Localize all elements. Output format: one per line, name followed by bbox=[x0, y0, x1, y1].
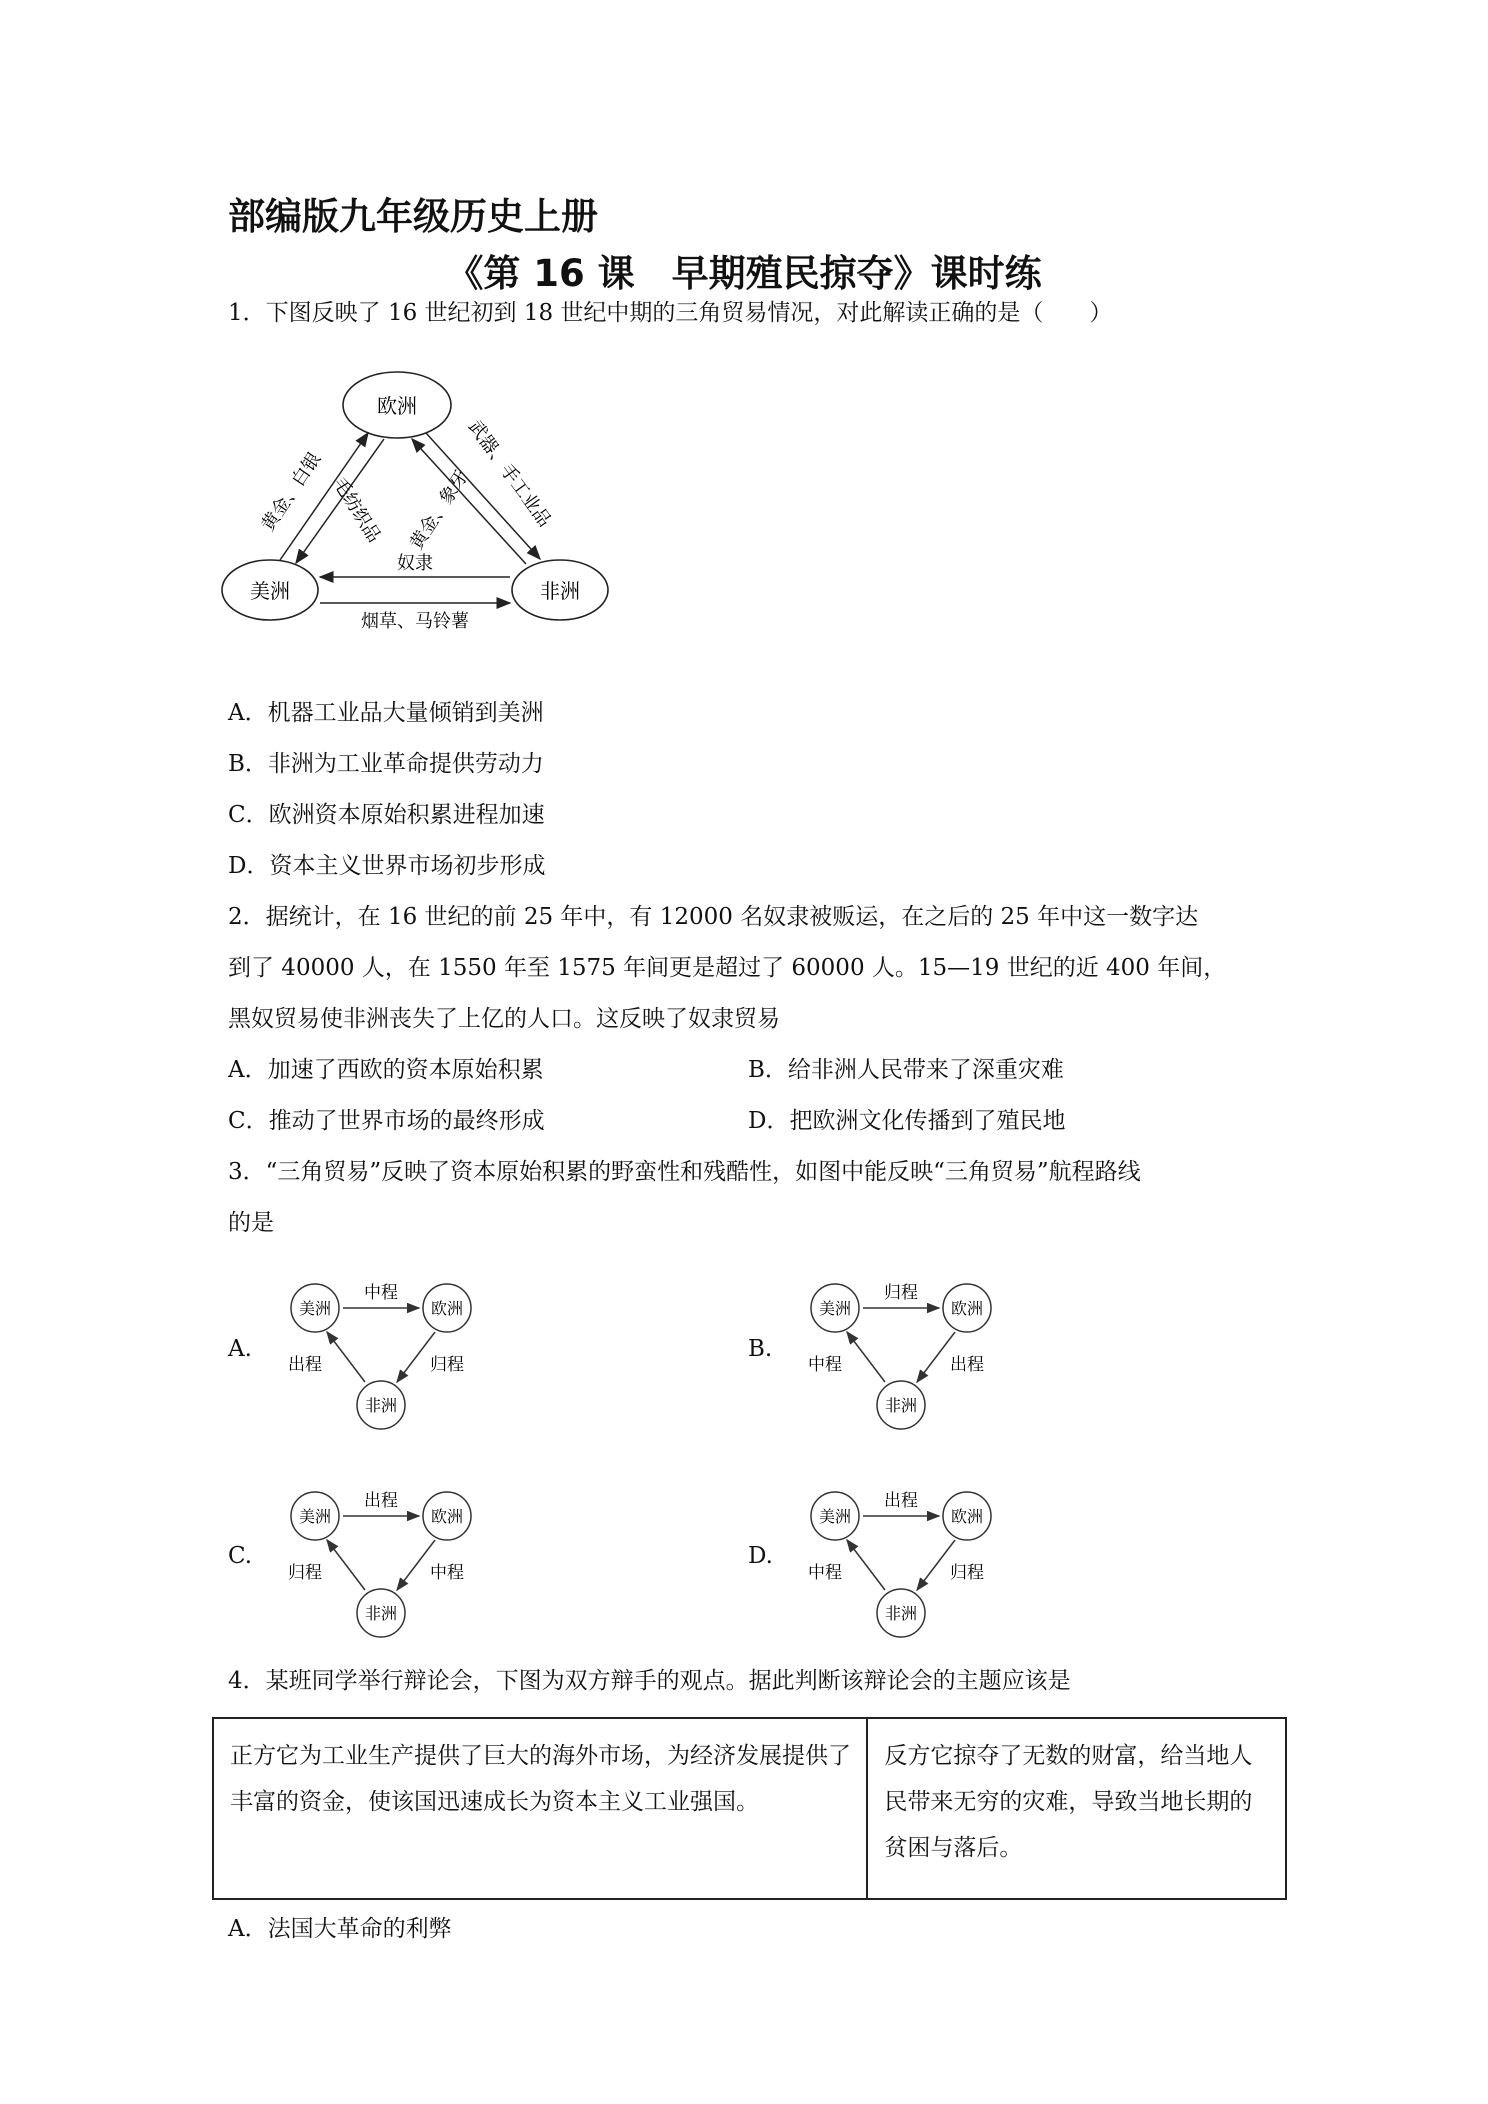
label-slaves: 奴隶 bbox=[397, 553, 433, 574]
q3-option-b-diagram[interactable] bbox=[795, 1270, 1025, 1435]
right-route-label: 出程 bbox=[950, 1355, 984, 1375]
q3-stem-line-2: 的是 bbox=[228, 1210, 274, 1236]
left-route-label: 出程 bbox=[288, 1355, 322, 1375]
label-weapons-handicrafts: 武器、手工业品 bbox=[463, 416, 555, 531]
america-label: 美洲 bbox=[250, 579, 290, 603]
q1-option-d[interactable]: D．资本主义世界市场初步形成 bbox=[228, 853, 546, 879]
top-route-label: 出程 bbox=[364, 1491, 398, 1511]
america-node: 美洲 bbox=[818, 1507, 852, 1526]
q1-option-c[interactable]: C．欧洲资本原始积累进程加速 bbox=[228, 802, 545, 828]
america-node: 美洲 bbox=[298, 1507, 332, 1526]
q3-option-c-diagram[interactable] bbox=[275, 1478, 505, 1643]
q4-stem: 4．某班同学举行辩论会，下图为双方辩手的观点。据此判断该辩论会的主题应该是 bbox=[228, 1668, 1071, 1694]
europe-node: 欧洲 bbox=[950, 1507, 984, 1526]
america-node: 美洲 bbox=[298, 1299, 332, 1318]
q1-stem: 1．下图反映了 16 世纪初到 18 世纪中期的三角贸易情况，对此解读正确的是（ ） bbox=[228, 300, 1113, 326]
label-gold-ivory: 黄金、象牙 bbox=[406, 466, 473, 554]
q3-option-d-diagram[interactable] bbox=[795, 1478, 1025, 1643]
q2-option-b[interactable]: B．给非洲人民带来了深重灾难 bbox=[748, 1057, 1064, 1083]
debate-table bbox=[212, 1717, 1287, 1900]
left-route-label: 中程 bbox=[808, 1355, 842, 1375]
q1-option-a[interactable]: A．机器工业品大量倾销到美洲 bbox=[228, 700, 544, 726]
q2-stem-line-2: 到了 40000 人，在 1550 年至 1575 年间更是超过了 60000 人。15—19 世纪的近 400 年间， bbox=[228, 955, 1227, 981]
q2-option-c[interactable]: C．推动了世界市场的最终形成 bbox=[228, 1108, 545, 1134]
africa-node: 非洲 bbox=[364, 1396, 398, 1415]
q3-option-c-letter[interactable]: C. bbox=[228, 1543, 253, 1569]
q4-option-a[interactable]: A．法国大革命的利弊 bbox=[228, 1916, 452, 1942]
top-route-label: 中程 bbox=[364, 1283, 398, 1303]
triangle-trade-diagram bbox=[220, 365, 620, 640]
q2-stem-line-1: 2．据统计，在 16 世纪的前 25 年中，有 12000 名奴隶被贩运，在之后的 25 年中这一数字达 bbox=[228, 904, 1199, 930]
europe-node: 欧洲 bbox=[430, 1507, 464, 1526]
document-title: 部编版九年级历史上册 bbox=[228, 195, 598, 238]
left-route-label: 归程 bbox=[288, 1563, 322, 1583]
label-gold-silver: 黄金、白银 bbox=[257, 448, 326, 536]
q3-option-d-letter[interactable]: D. bbox=[748, 1543, 773, 1569]
africa-node: 非洲 bbox=[364, 1604, 398, 1623]
right-route-label: 归程 bbox=[950, 1563, 984, 1583]
africa-label: 非洲 bbox=[540, 579, 580, 603]
lesson-title: 《第 16 课 早期殖民掠夺》课时练 bbox=[446, 252, 1042, 295]
q2-stem-line-3: 黑奴贸易使非洲丧失了上亿的人口。这反映了奴隶贸易 bbox=[228, 1006, 780, 1032]
q3-option-a-letter[interactable]: A. bbox=[228, 1336, 252, 1362]
left-route-label: 中程 bbox=[808, 1563, 842, 1583]
europe-label: 欧洲 bbox=[377, 394, 417, 418]
africa-node: 非洲 bbox=[884, 1396, 918, 1415]
africa-node: 非洲 bbox=[884, 1604, 918, 1623]
q2-option-d[interactable]: D．把欧洲文化传播到了殖民地 bbox=[748, 1108, 1066, 1134]
label-woolen-goods: 毛纺织品 bbox=[328, 473, 385, 547]
q3-option-b-letter[interactable]: B. bbox=[748, 1336, 773, 1362]
europe-node: 欧洲 bbox=[950, 1299, 984, 1318]
top-route-label: 出程 bbox=[884, 1491, 918, 1511]
q1-option-b[interactable]: B．非洲为工业革命提供劳动力 bbox=[228, 751, 544, 777]
label-tobacco-potato: 烟草、马铃薯 bbox=[361, 611, 469, 632]
right-route-label: 中程 bbox=[430, 1563, 464, 1583]
con-side-cell: 反方它掠夺了无数的财富，给当地人民带来无穷的灾难，导致当地长期的贫困与落后。 bbox=[867, 1718, 1286, 1899]
q3-stem-line-1: 3．“三角贸易”反映了资本原始积累的野蛮性和残酷性，如图中能反映“三角贸易”航程路线 bbox=[228, 1159, 1141, 1185]
europe-node: 欧洲 bbox=[430, 1299, 464, 1318]
america-node: 美洲 bbox=[818, 1299, 852, 1318]
top-route-label: 归程 bbox=[884, 1283, 918, 1303]
q2-option-a[interactable]: A．加速了西欧的资本原始积累 bbox=[228, 1057, 544, 1083]
q3-option-a-diagram[interactable] bbox=[275, 1270, 505, 1435]
right-route-label: 归程 bbox=[430, 1355, 464, 1375]
pro-side-cell: 正方它为工业生产提供了巨大的海外市场，为经济发展提供了丰富的资金，使该国迅速成长为资本主义工业强国。 bbox=[213, 1718, 867, 1899]
